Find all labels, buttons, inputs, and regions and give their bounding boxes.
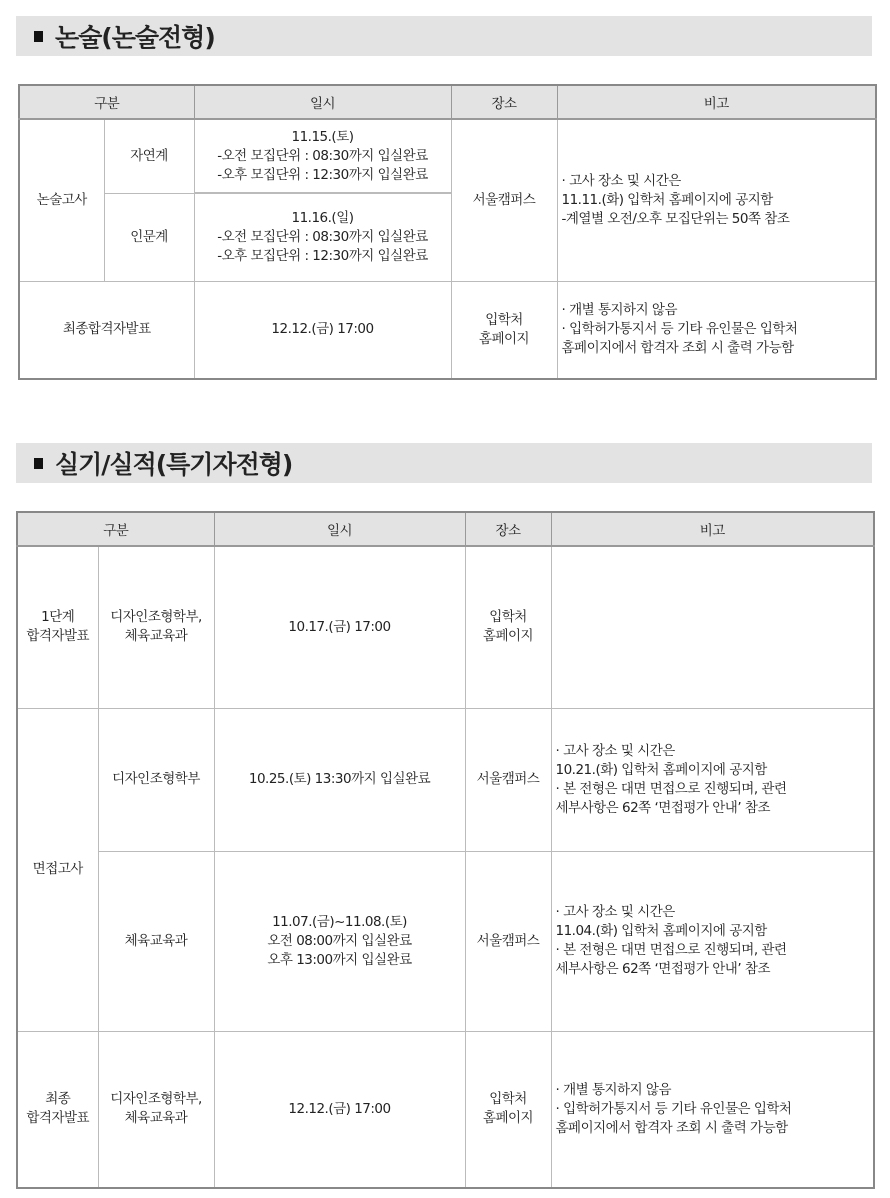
final-dept: 디자인조형학부, 체육교육과 (98, 1031, 214, 1188)
design-date: 10.25.(토) 13:30까지 입실완료 (214, 708, 465, 851)
header-note: 비고 (557, 85, 876, 119)
table-header-row (17, 512, 874, 546)
header-category: 구분 (19, 85, 194, 119)
square-bullet-icon (34, 458, 43, 469)
final-date: 12.12.(금) 17:00 (214, 1031, 465, 1188)
exam-label: 논술고사 (19, 119, 104, 281)
interview-label: 면접고사 (17, 708, 98, 1031)
design-note: · 고사 장소 및 시간은 10.21.(화) 입학처 홈페이지에 공지함 · 본 전형은 대면 면접으로 진행되며, 관련 세부사항은 62쪽 ‘면접평가 안내’ 참조 (551, 708, 874, 851)
pe-place: 서울캠퍼스 (465, 851, 551, 1031)
practical-schedule-table (16, 511, 875, 1189)
humanities-label: 인문계 (104, 193, 194, 281)
final-label: 최종 합격자발표 (17, 1031, 98, 1188)
header-category: 구분 (17, 512, 214, 546)
table-row (19, 119, 876, 193)
final-place: 입학처 홈페이지 (451, 281, 557, 379)
section-title: 실기/실적(특기자전형) (55, 450, 293, 479)
header-datetime: 일시 (214, 512, 465, 546)
final-note: · 개별 통지하지 않음 · 입학허가통지서 등 기타 유인물은 입학처 홈페이지에서 합격자 조회 시 출력 가능함 (557, 281, 876, 379)
final-date: 12.12.(금) 17:00 (194, 281, 451, 379)
table-row (19, 281, 876, 379)
exam-note: · 고사 장소 및 시간은 11.11.(화) 입학처 홈페이지에 공지함 -계열별 오전/오후 모집단위는 50쪽 참조 (557, 119, 876, 281)
header-place: 장소 (451, 85, 557, 119)
table-row (17, 1031, 874, 1188)
table-row (17, 708, 874, 851)
stage1-label: 1단계 합격자발표 (17, 546, 98, 708)
humanities-date: 11.16.(일) -오전 모집단위 : 08:30까지 입실완료 -오후 모집단위 : 12:30까지 입실완료 (194, 193, 451, 281)
essay-schedule-table (18, 84, 877, 380)
final-label: 최종합격자발표 (19, 281, 194, 379)
design-place: 서울캠퍼스 (465, 708, 551, 851)
natural-date: 11.15.(토) -오전 모집단위 : 08:30까지 입실완료 -오후 모집단위 : 12:30까지 입실완료 (194, 119, 451, 193)
exam-place: 서울캠퍼스 (451, 119, 557, 281)
table-header-row (19, 85, 876, 119)
square-bullet-icon (34, 31, 43, 42)
section-header-practical (16, 443, 872, 483)
pe-dept: 체육교육과 (98, 851, 214, 1031)
natural-label: 자연계 (104, 119, 194, 193)
final-note: · 개별 통지하지 않음 · 입학허가통지서 등 기타 유인물은 입학처 홈페이지에서 합격자 조회 시 출력 가능함 (551, 1031, 874, 1188)
header-note: 비고 (551, 512, 874, 546)
stage1-note (551, 546, 874, 708)
stage1-place: 입학처 홈페이지 (465, 546, 551, 708)
stage1-date: 10.17.(금) 17:00 (214, 546, 465, 708)
section-header-essay (16, 16, 872, 56)
section-title: 논술(논술전형) (55, 23, 215, 52)
header-place: 장소 (465, 512, 551, 546)
design-dept: 디자인조형학부 (98, 708, 214, 851)
pe-date: 11.07.(금)~11.08.(토) 오전 08:00까지 입실완료 오후 13:00까지 입실완료 (214, 851, 465, 1031)
table-row (17, 546, 874, 708)
header-datetime: 일시 (194, 85, 451, 119)
final-place: 입학처 홈페이지 (465, 1031, 551, 1188)
pe-note: · 고사 장소 및 시간은 11.04.(화) 입학처 홈페이지에 공지함 · 본 전형은 대면 면접으로 진행되며, 관련 세부사항은 62쪽 ‘면접평가 안내’ 참조 (551, 851, 874, 1031)
stage1-dept: 디자인조형학부, 체육교육과 (98, 546, 214, 708)
table-row (17, 851, 874, 1031)
